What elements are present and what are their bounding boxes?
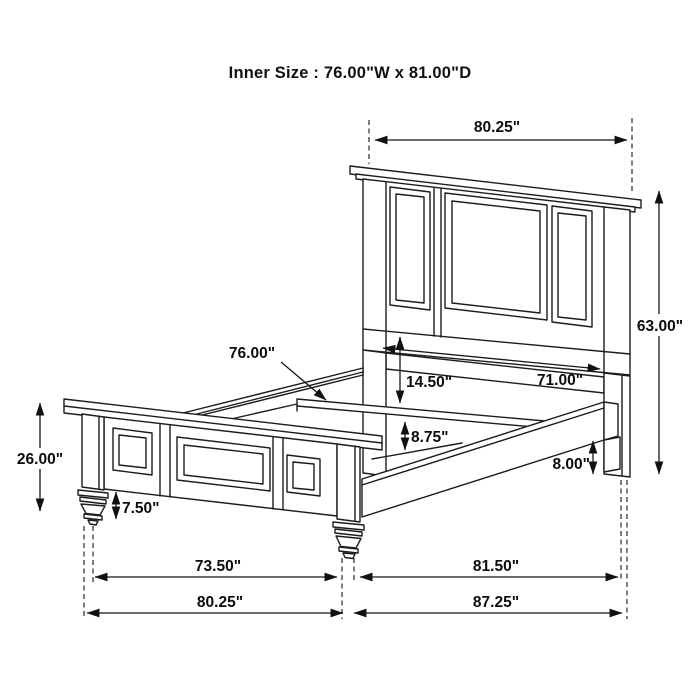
dim-label-headboard-bottom-gap: 14.50" — [406, 374, 453, 391]
footboard-left-foot — [78, 490, 108, 525]
dim-label-rail-floor-clearance: 8.00" — [552, 456, 590, 473]
dim-label-footboard-width: 80.25" — [196, 594, 244, 611]
footboard-right-foot — [333, 522, 364, 559]
dim-label-footboard-height: 26.00" — [16, 451, 64, 468]
diagram-title: Inner Size : 76.00"W x 81.00"D — [228, 64, 472, 82]
dim-label-headboard-height: 63.00" — [636, 318, 684, 335]
dim-label-slat-frame-width: 76.00" — [228, 345, 276, 362]
dim-label-headboard-width: 80.25" — [473, 119, 521, 136]
dim-label-footboard-inner-width: 73.50" — [194, 558, 242, 575]
dim-label-overall-depth: 87.25" — [472, 594, 520, 611]
dim-label-footboard-leg-height: 7.50" — [122, 500, 160, 517]
dim-label-headboard-inner-width: 71.00" — [536, 372, 584, 389]
footboard-drawing — [64, 399, 382, 559]
dim-label-slat-support-height: 8.75" — [411, 429, 449, 446]
dim-label-side-rail-length: 81.50" — [472, 558, 520, 575]
